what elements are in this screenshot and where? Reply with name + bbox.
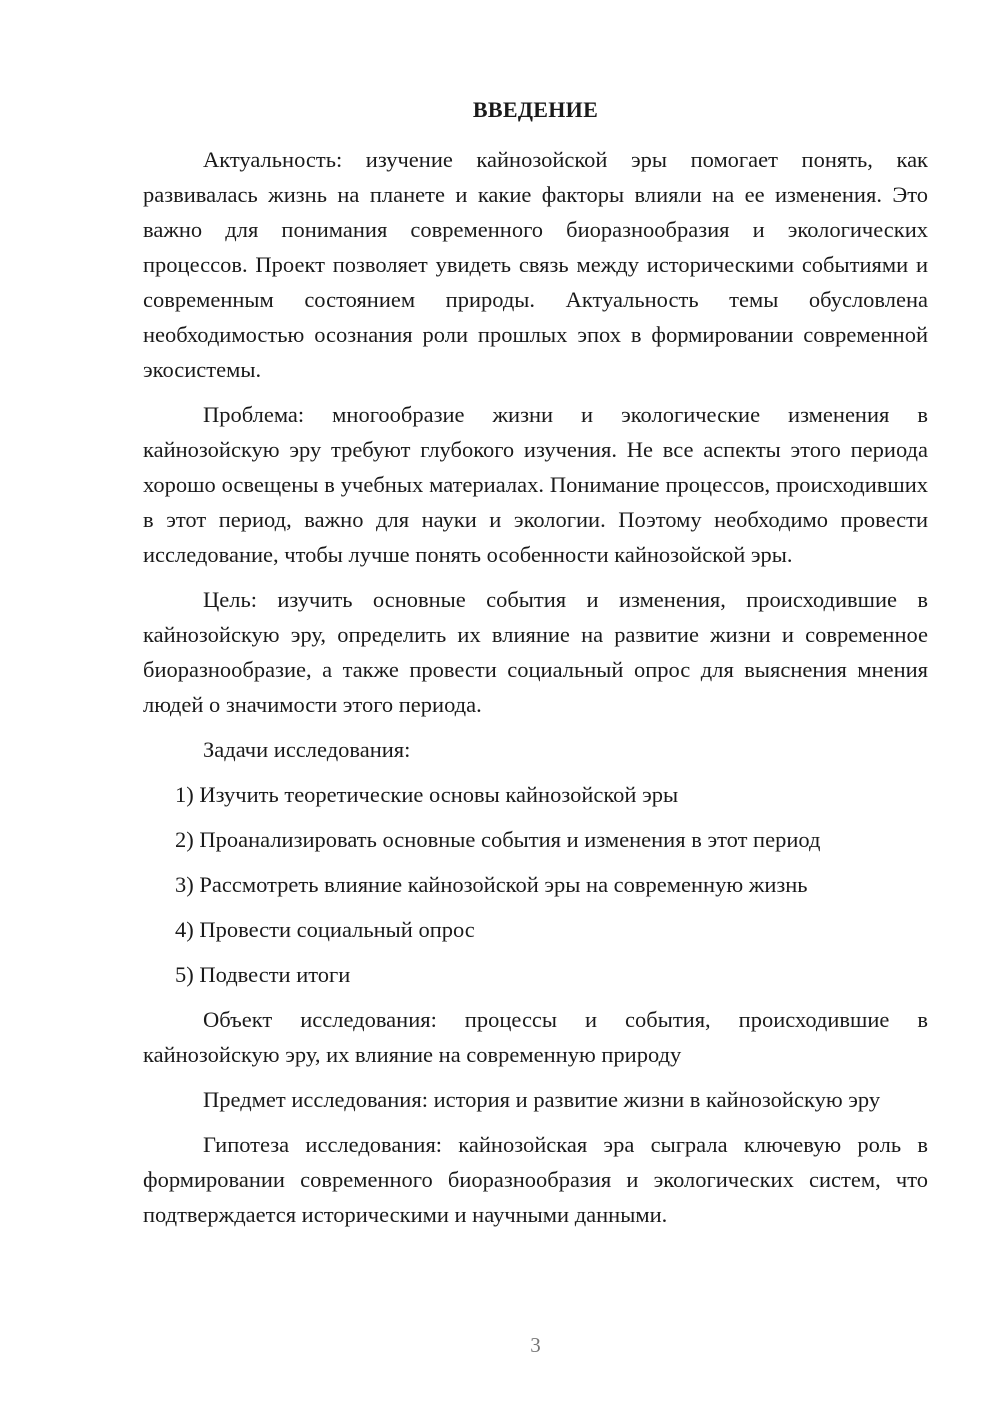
paragraph-subject: Предмет исследования: история и развитие жизни в кайнозойскую эру: [203, 1087, 881, 1112]
page-title: ВВЕДЕНИЕ: [472, 97, 599, 122]
task-item: 1) Изучить теоретические основы кайнозойской эры: [175, 782, 679, 807]
task-item: 2) Проанализировать основные события и изменения в этот период: [175, 827, 821, 852]
task-item: 4) Провести социальный опрос: [175, 917, 475, 942]
paragraph-problem: Проблема: многообразие жизни и экологические изменения в кайнозойскую эру требуют глубокого изучения. Не все аспекты этого периода хорошо освещены в учебных материалах. Понимание процессов, происходивших в этот период, важно для науки и экологии. Поэтому необходимо провести исследование, чтобы лучше понять особенности кайнозойской эры.: [143, 402, 928, 567]
task-item: 3) Рассмотреть влияние кайнозойской эры на современную жизнь: [175, 872, 808, 897]
paragraph-object: Объект исследования: процессы и события, происходившие в кайнозойскую эру, их влияние на современную природу: [143, 1007, 928, 1067]
paragraph-relevance: Актуальность: изучение кайнозойской эры помогает понять, как развивалась жизнь на планете и какие факторы влияли на ее изменения. Это важно для понимания современного биоразнообразия и экологических процессов. Проект позволяет увидеть связь между историческими событиями и современным состоянием природы. Актуальность темы обусловлена необходимостью осознания роли прошлых эпох в формировании современной экосистемы.: [143, 147, 928, 382]
page-number: 3: [530, 1333, 541, 1357]
task-item: 5) Подвести итоги: [175, 962, 351, 987]
tasks-list: [143, 777, 928, 992]
document-body: [143, 142, 928, 1242]
paragraph-hypothesis: Гипотеза исследования: кайнозойская эра сыграла ключевую роль в формировании современного биоразнообразия и экологических систем, что подтверждается историческими и научными данными.: [143, 1132, 928, 1227]
tasks-label: Задачи исследования:: [203, 737, 411, 762]
paragraph-goal: Цель: изучить основные события и изменения, происходившие в кайнозойскую эру, определить их влияние на развитие жизни и современное биоразнообразие, а также провести социальный опрос для выяснения мнения людей о значимости этого периода.: [143, 587, 928, 717]
